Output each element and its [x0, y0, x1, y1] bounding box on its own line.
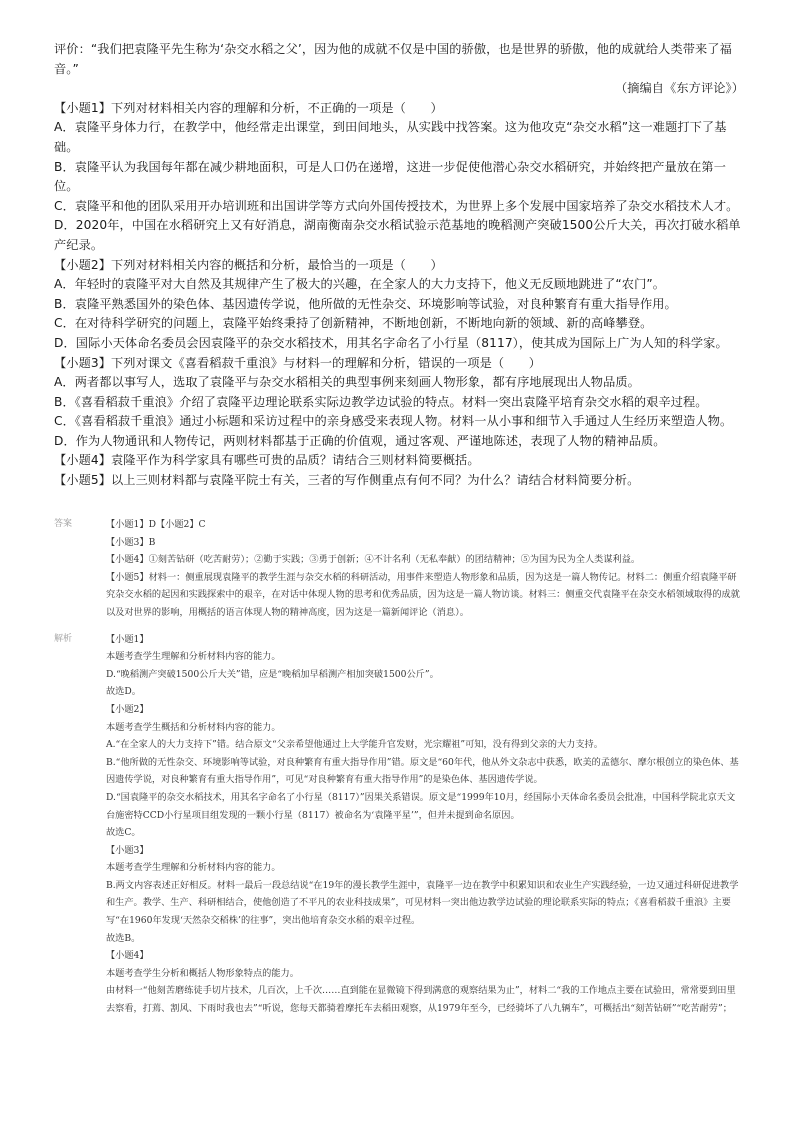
analysis-line: 本题考查学生理解和分析材料内容的能力。	[106, 651, 281, 663]
analysis-line: 【小题2】	[106, 703, 149, 715]
question-5-stem: 【小题5】以上三则材料都与袁隆平院士有关，三者的写作侧重点有何不同？为什么？请结合材料简要分析。	[54, 473, 640, 488]
question-1-option-c: C．袁隆平和他的团队采用开办培训班和出国讲学等方式向外国传授技术，为世界上多个发展中国家培养了杂交水稻技术人才。	[54, 198, 739, 213]
questions-block	[54, 40, 744, 491]
question-3-option-b: B．《喜看稻菽千重浪》介绍了袁隆平边理论联系实际边教学边试验的特点。材料一突出袁隆平培育杂交水稻的艰辛过程。	[54, 394, 708, 409]
analysis-body	[106, 631, 744, 1018]
commentary-paragraph: 评价：“我们把袁隆平先生称为‘杂交水稻之父’，因为他的成就不仅是中国的骄傲，也是世界的骄傲，他的成就给人类带来了福音。”	[54, 42, 732, 76]
analysis-tag: 解析	[54, 633, 73, 644]
question-4-stem: 【小题4】袁隆平作为科学家具有哪些可贵的品质？请结合三则材料简要概括。	[54, 453, 480, 468]
question-3-stem: 【小题3】下列对课文《喜看稻菽千重浪》与材料一的理解和分析，错误的一项是（ ）	[54, 355, 542, 370]
analysis-line: 【小题1】	[106, 633, 149, 645]
question-3-option-d: D．作为人物通讯和人物传记，两则材料都基于正确的价值观，通过客观、严谨地陈述，表现了人物的精神品质。	[54, 433, 666, 448]
analysis-line: 【小题4】	[106, 950, 149, 962]
question-2-option-b: B．袁隆平熟悉国外的染色体、基因遗传学说，他所做的无性杂交、环境影响等试验，对良种繁育有重大指导作用。	[54, 296, 677, 311]
question-1-option-a: A．袁隆平身体力行，在教学中，他经常走出课堂，到田间地头，从实践中找答案。这为他攻克“杂交水稻”这一难题打下了基础。	[54, 120, 727, 154]
question-3-option-a: A．两者都以事写人，选取了袁隆平与杂交水稻相关的典型事例来刻画人物形象，都有序地展现出人物品质。	[54, 375, 640, 390]
question-2-option-d: D．国际小天体命名委员会因袁隆平的杂交水稻技术，用其名字命名了小行星（8117），使其成为国际上广为人知的科学家。	[54, 335, 728, 350]
question-2-option-c: C．在对待科学研究的问题上，袁隆平始终秉持了创新精神，不断地创新，不断地向新的领域、新的高峰攀登。	[54, 316, 653, 331]
analysis-line: 本题考查学生概括和分析材料内容的能力。	[106, 721, 281, 733]
answer-line: 【小题1】D【小题2】C	[106, 519, 206, 530]
question-1-option-d: D．2020年，中国在水稻研究上又有好消息，湖南衡南杂交水稻试验示范基地的晚稻测产突破1500公斤大关，再次打破水稻单产纪录。	[54, 218, 741, 252]
analysis-line: 【小题3】	[106, 844, 149, 856]
question-2-option-a: A．年轻时的袁隆平对大自然及其规律产生了极大的兴趣，在全家人的大力支持下，他义无反顾地跳进了“农门”。	[54, 277, 666, 292]
answer-tag: 答案	[54, 519, 73, 529]
question-1-stem: 【小题1】下列对材料相关内容的理解和分析，不正确的一项是（ ）	[54, 100, 443, 115]
analysis-line: A.“在全家人的大力支持下”错。结合原文“父亲希望他通过上大学能升官发财，光宗耀祖”可知，没有得到父亲的大力支持。	[106, 739, 603, 751]
analysis-line: D.“国袁隆平的杂交水稻技术，用其名字命名了小行星（8117）”因果关系错误。原文是“1999年10月，经国际小天体命名委员会批准，中国科学院北京天文台施密特CCD小行星项目组发现的一颗小行星（8117）被命名为‘袁隆平星’”，但并未提到命名原因。	[106, 791, 736, 821]
answer-body	[106, 516, 744, 622]
analysis-line: 故选B。	[106, 932, 141, 944]
question-3-option-c: C．《喜看稻菽千重浪》通过小标题和采访过程中的亲身感受来表现人物。材料一从小事和细节入手通过人生经历来塑造人物。	[54, 414, 733, 429]
answer-line: 【小题4】①刻苦钻研（吃苦耐劳）；②勤于实践；③勇于创新；④不计名利（无私奉献）的团结精神；⑤为国为民为全人类谋利益。	[106, 554, 641, 566]
analysis-line: 本题考查学生理解和分析材料内容的能力。	[106, 862, 281, 874]
analysis-line: 本题考查学生分析和概括人物形象特点的能力。	[106, 967, 299, 979]
answer-line: 【小题5】材料一：侧重展现袁隆平的教学生涯与杂交水稻的科研活动，用事件来塑造人物形象和品质，因为这是一篇人物传记。材料二：侧重介绍袁隆平研究杂交水稻的起因和实践探索中的艰辛，在对话中体现人物的思考和优秀品质，因为这是一篇人物访谈。材料三：侧重交代袁隆平在杂交水稻领域取得的成就以及对世界的影响，用概括的语言体现人物的精神高度，因为这是一篇新闻评论（消息）。	[106, 571, 740, 618]
analysis-line: B.两文内容表述正好相反。材料一最后一段总结说“在19年的漫长教学生涯中，袁隆平一边在教学中积累知识和农业生产实践经验，一边又通过科研促进教学和生产。教学、生产、科研相结合，使他创造了不平凡的农业科技成果”，可见材料一突出他边教学边试验的理论联系实际的特点；《喜看稻菽千重浪》主要写“在1960年发现‘天然杂交稻株’的往事”，突出他培育杂交水稻的艰辛过程。	[106, 879, 739, 927]
analysis-section	[54, 631, 744, 1018]
answer-analysis-area	[54, 516, 744, 1018]
analysis-line: 故选D。	[106, 686, 141, 698]
analysis-line: 由材料一“他刻苦磨练徒手切片技术，几百次，上千次……直到能在显微镜下得到满意的观察结果为止”，材料二“我的工作地点主要在试验田，常常要到田里去察看，打蔫、割风、下雨时我也去”“听说，您每天都骑着摩托车去稻田观察，从1979年至今，已经骑坏了八九辆车”，可概括出“刻苦钻研”“吃苦耐劳”；	[106, 985, 736, 1015]
analysis-line: 故选C。	[106, 827, 141, 839]
analysis-line: D.“晚稻测产突破1500公斤大关”错，应是“晚稻加早稻测产相加突破1500公斤”。	[106, 668, 439, 680]
analysis-line: B.“他所做的无性杂交、环境影响等试验，对良种繁育有重大指导作用”错。原文是“60年代，他从外文杂志中获悉，欧美的孟德尔、摩尔根创立的染色体、基因遗传学说，对良种繁育有重大指导作用”，可见“对良种繁育有重大指导作用”的是染色体、基因遗传学说。	[106, 756, 739, 786]
answer-section	[54, 516, 744, 622]
answer-line: 【小题3】B	[106, 536, 156, 548]
source-citation: （摘编自《东方评论》）	[614, 81, 744, 96]
question-1-option-b: B．袁隆平认为我国每年都在减少耕地面积，可是人口仍在递增，这进一步促使他潜心杂交水稻研究，并始终把产量放在第一位。	[54, 159, 726, 194]
question-2-stem: 【小题2】下列对材料相关内容的概括和分析，最恰当的一项是（ ）	[54, 257, 443, 272]
